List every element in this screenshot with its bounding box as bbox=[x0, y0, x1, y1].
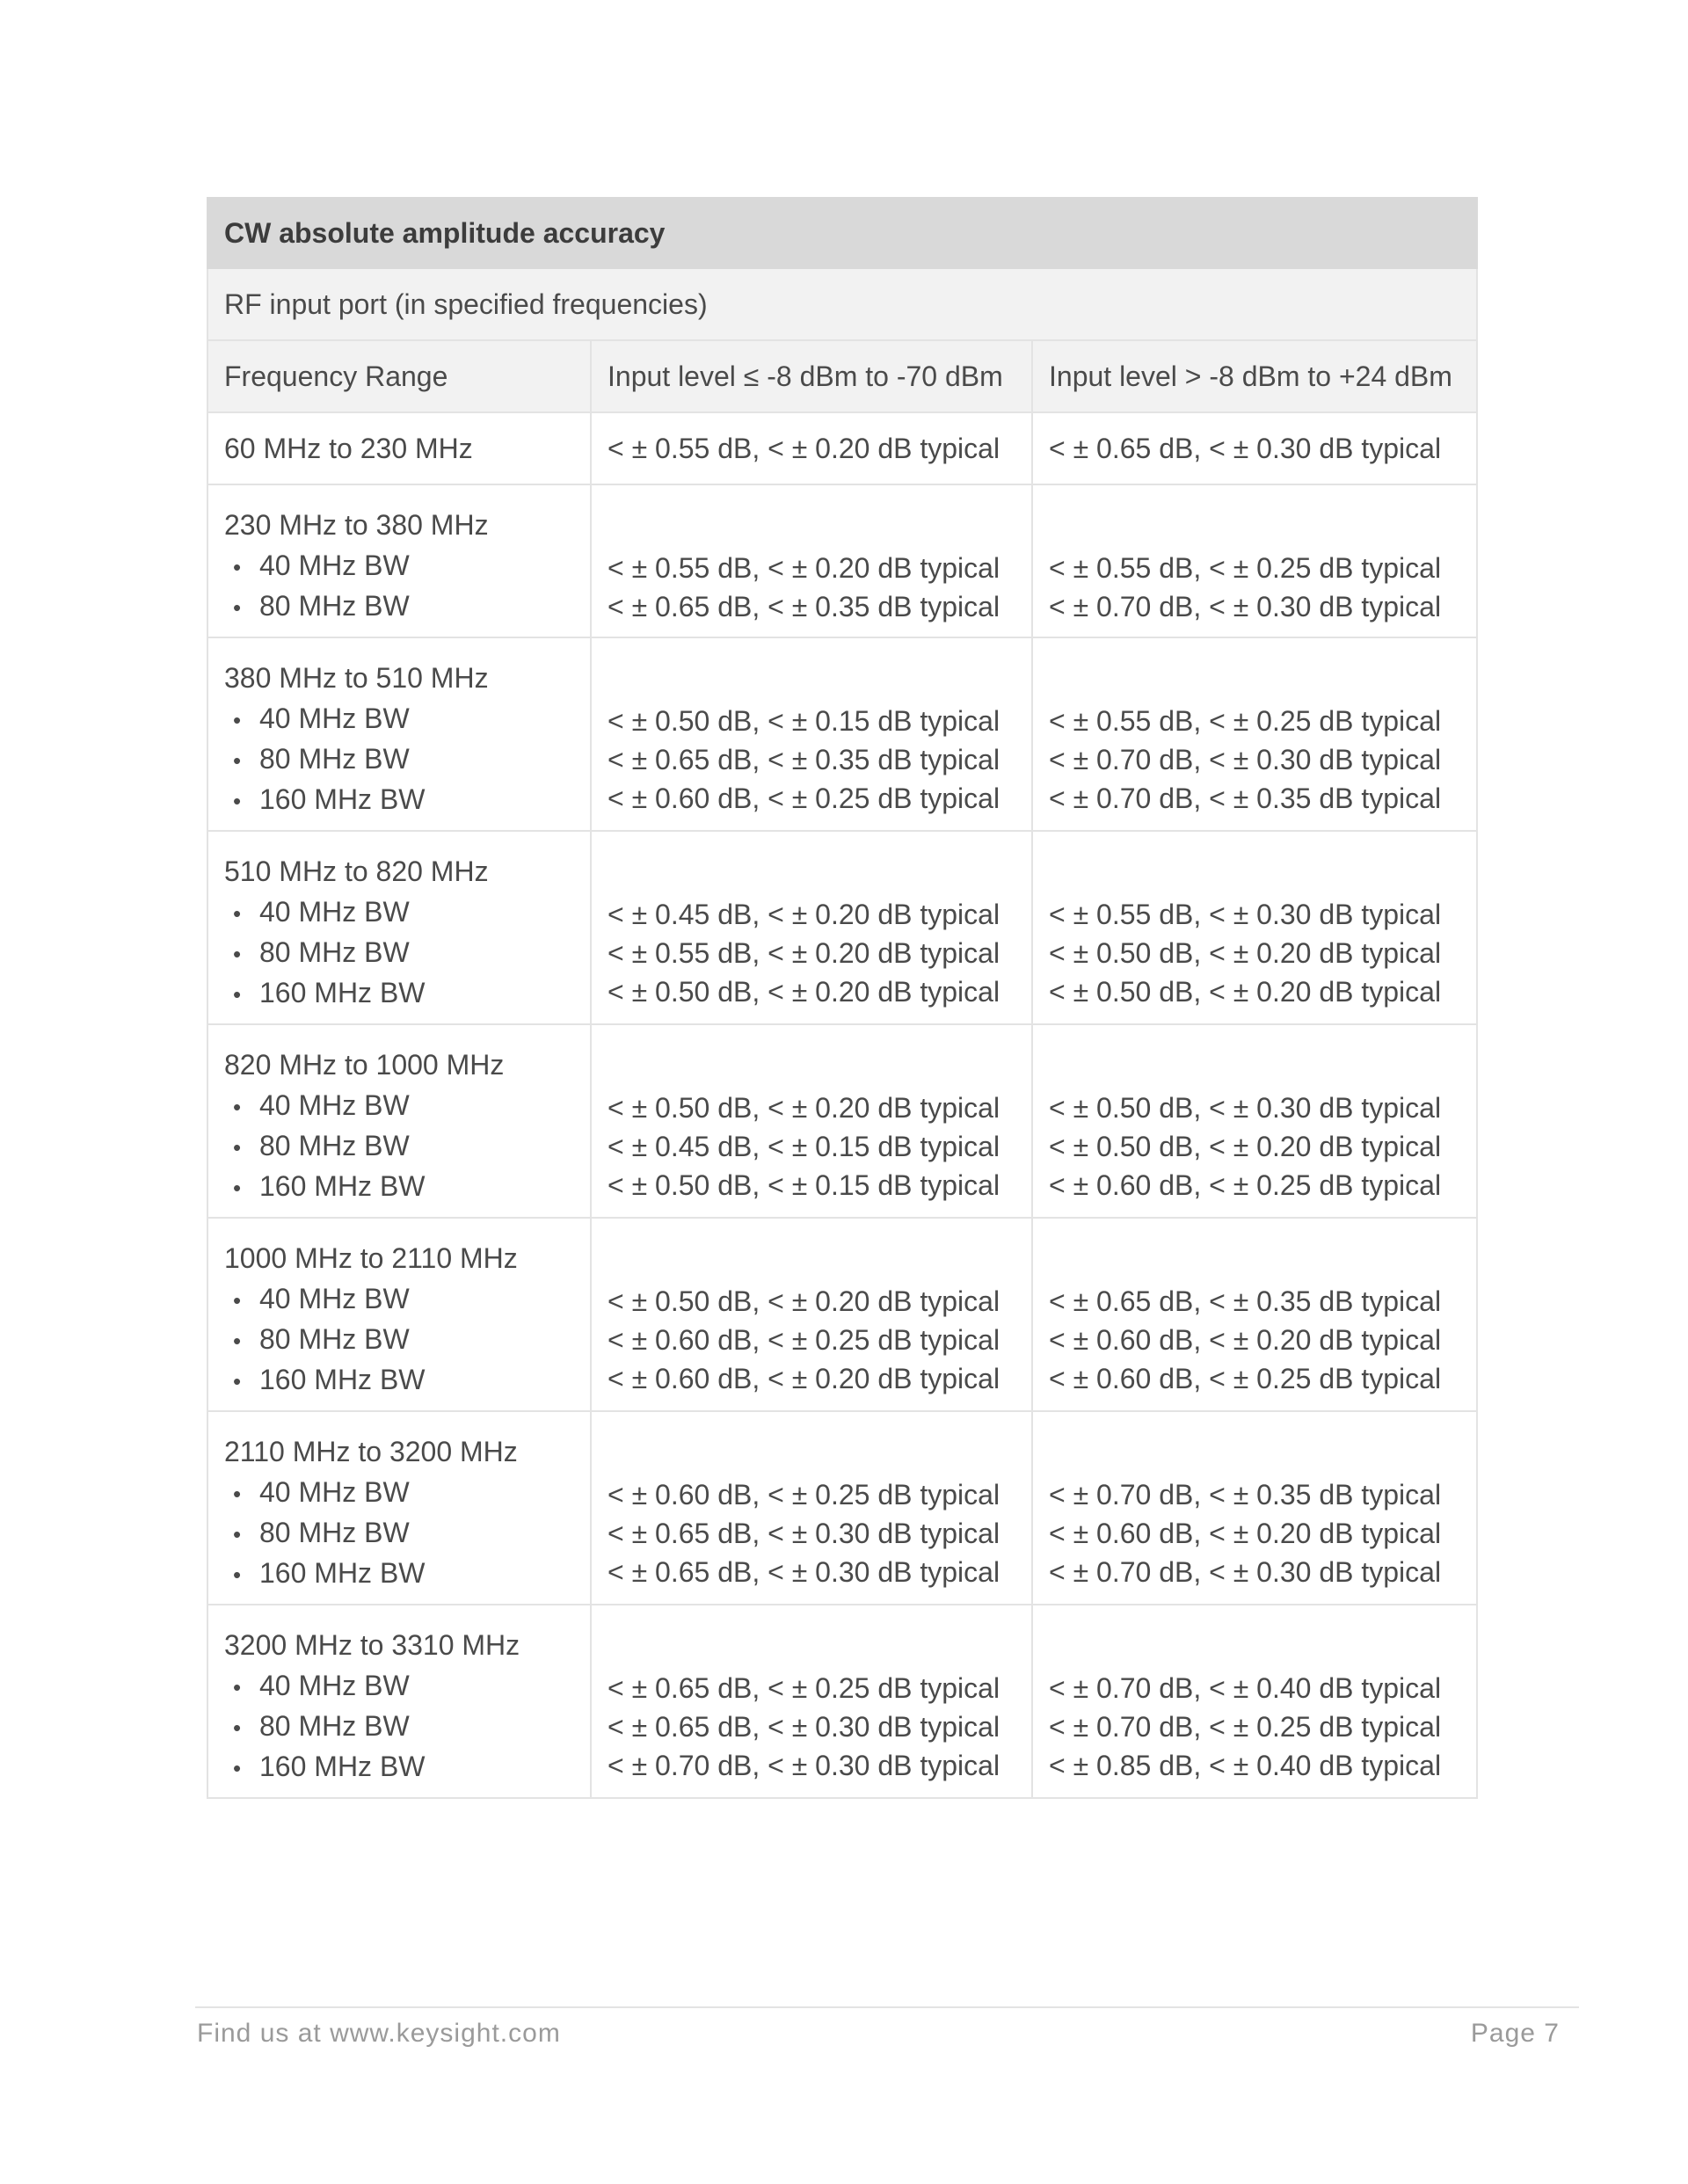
bandwidth-list-item bbox=[224, 1125, 574, 1166]
high-level-accuracy-value: < ± 0.50 dB, < ± 0.30 dB typical bbox=[1049, 1092, 1442, 1124]
bandwidth-list-item bbox=[224, 892, 574, 932]
frequency-range-label: 3200 MHz to 3310 MHz bbox=[224, 1629, 520, 1661]
low-level-accuracy-value: < ± 0.45 dB, < ± 0.20 dB typical bbox=[608, 899, 1000, 930]
bullet-icon: • bbox=[233, 1755, 242, 1781]
row-spacer bbox=[1049, 1238, 1460, 1278]
bandwidth-label: 80 MHz BW bbox=[259, 1130, 410, 1161]
high-level-accuracy-value: < ± 0.55 dB, < ± 0.25 dB typical bbox=[1049, 705, 1442, 737]
low-level-accuracy-cell bbox=[591, 637, 1032, 831]
bandwidth-label: 40 MHz BW bbox=[259, 1670, 410, 1701]
table-row-group bbox=[207, 1605, 1477, 1798]
row-spacer bbox=[1049, 1045, 1460, 1085]
frequency-range-cell bbox=[207, 1024, 591, 1218]
low-level-accuracy-value: < ± 0.65 dB, < ± 0.35 dB typical bbox=[608, 591, 1000, 622]
row-spacer bbox=[608, 1238, 1015, 1278]
low-level-accuracy-value: < ± 0.50 dB, < ± 0.20 dB typical bbox=[608, 1092, 1000, 1124]
high-level-accuracy-cell bbox=[1032, 1605, 1477, 1798]
bandwidth-label: 80 MHz BW bbox=[259, 1710, 410, 1742]
high-level-accuracy-cell: < ± 0.65 dB, < ± 0.30 dB typical bbox=[1032, 412, 1477, 484]
high-level-accuracy-value: < ± 0.50 dB, < ± 0.20 dB typical bbox=[1049, 1131, 1442, 1162]
bandwidth-list-item bbox=[224, 779, 574, 819]
bandwidth-label: 80 MHz BW bbox=[259, 590, 410, 622]
high-level-accuracy-value: < ± 0.60 dB, < ± 0.25 dB typical bbox=[1049, 1363, 1442, 1394]
bandwidth-list-item bbox=[224, 1746, 574, 1787]
bandwidth-list-item bbox=[224, 1359, 574, 1400]
bullet-icon: • bbox=[233, 1134, 242, 1161]
high-level-accuracy-cell bbox=[1032, 1411, 1477, 1605]
bandwidth-list-item bbox=[224, 1278, 574, 1319]
bandwidth-list-item bbox=[224, 1706, 574, 1746]
low-level-accuracy-cell bbox=[591, 831, 1032, 1024]
frequency-range-cell bbox=[207, 1411, 591, 1605]
low-level-accuracy-value: < ± 0.65 dB, < ± 0.25 dB typical bbox=[608, 1672, 1000, 1704]
high-level-accuracy-cell bbox=[1032, 831, 1477, 1024]
row-spacer bbox=[608, 1045, 1015, 1085]
frequency-range-cell: 60 MHz to 230 MHz bbox=[207, 412, 591, 484]
header-input-level-high: Input level > -8 dBm to +24 dBm bbox=[1032, 340, 1477, 412]
frequency-range-cell bbox=[207, 831, 591, 1024]
bandwidth-list-item bbox=[224, 1166, 574, 1206]
footer-website-text: Find us at www.keysight.com bbox=[197, 2019, 561, 2048]
low-level-accuracy-cell bbox=[591, 1218, 1032, 1411]
frequency-range-label: 2110 MHz to 3200 MHz bbox=[224, 1436, 518, 1467]
table-header-row bbox=[207, 340, 1477, 412]
bullet-icon: • bbox=[233, 594, 242, 621]
row-spacer bbox=[608, 505, 1015, 545]
frequency-range-cell bbox=[207, 1605, 591, 1798]
bandwidth-label: 40 MHz BW bbox=[259, 550, 410, 581]
bandwidth-list-item bbox=[224, 1553, 574, 1593]
low-level-accuracy-value: < ± 0.50 dB, < ± 0.15 dB typical bbox=[608, 1169, 1000, 1201]
bandwidth-list-item bbox=[224, 1085, 574, 1125]
bandwidth-list-item bbox=[224, 586, 574, 626]
high-level-accuracy-value: < ± 0.70 dB, < ± 0.30 dB typical bbox=[1049, 744, 1442, 775]
bandwidth-label: 40 MHz BW bbox=[259, 1476, 410, 1508]
high-level-accuracy-value: < ± 0.60 dB, < ± 0.20 dB typical bbox=[1049, 1518, 1442, 1549]
bandwidth-label: 160 MHz BW bbox=[259, 1170, 426, 1202]
row-spacer bbox=[608, 658, 1015, 698]
frequency-range-label: 820 MHz to 1000 MHz bbox=[224, 1049, 505, 1081]
low-level-accuracy-value: < ± 0.60 dB, < ± 0.25 dB typical bbox=[608, 1479, 1000, 1511]
bullet-icon: • bbox=[233, 1674, 242, 1700]
table-row-group bbox=[207, 637, 1477, 831]
high-level-accuracy-value: < ± 0.55 dB, < ± 0.25 dB typical bbox=[1049, 552, 1442, 584]
frequency-range-label: 230 MHz to 380 MHz bbox=[224, 509, 489, 541]
bullet-icon: • bbox=[233, 1287, 242, 1314]
high-level-accuracy-value: < ± 0.70 dB, < ± 0.30 dB typical bbox=[1049, 591, 1442, 622]
high-level-accuracy-value: < ± 0.70 dB, < ± 0.40 dB typical bbox=[1049, 1672, 1442, 1704]
bandwidth-list-item bbox=[224, 1665, 574, 1706]
low-level-accuracy-cell bbox=[591, 484, 1032, 637]
high-level-accuracy-value: < ± 0.70 dB, < ± 0.30 dB typical bbox=[1049, 1556, 1442, 1588]
bandwidth-label: 40 MHz BW bbox=[259, 1089, 410, 1121]
row-spacer bbox=[1049, 1431, 1460, 1472]
low-level-accuracy-cell bbox=[591, 1605, 1032, 1798]
bullet-icon: • bbox=[233, 1175, 242, 1201]
high-level-accuracy-value: < ± 0.85 dB, < ± 0.40 dB typical bbox=[1049, 1750, 1442, 1781]
bandwidth-label: 160 MHz BW bbox=[259, 1557, 426, 1589]
low-level-accuracy-value: < ± 0.50 dB, < ± 0.20 dB typical bbox=[608, 1285, 1000, 1317]
low-level-accuracy-cell bbox=[591, 1411, 1032, 1605]
table-title-row bbox=[207, 198, 1477, 268]
table-subtitle-row bbox=[207, 268, 1477, 340]
bullet-icon: • bbox=[233, 1094, 242, 1120]
bandwidth-label: 80 MHz BW bbox=[259, 743, 410, 775]
low-level-accuracy-value: < ± 0.45 dB, < ± 0.15 dB typical bbox=[608, 1131, 1000, 1162]
low-level-accuracy-value: < ± 0.50 dB, < ± 0.15 dB typical bbox=[608, 705, 1000, 737]
bandwidth-label: 80 MHz BW bbox=[259, 1323, 410, 1355]
high-level-accuracy-cell bbox=[1032, 637, 1477, 831]
high-level-accuracy-value: < ± 0.60 dB, < ± 0.25 dB typical bbox=[1049, 1169, 1442, 1201]
table-row-group bbox=[207, 1411, 1477, 1605]
frequency-range-cell bbox=[207, 1218, 591, 1411]
high-level-accuracy-value: < ± 0.50 dB, < ± 0.20 dB typical bbox=[1049, 976, 1442, 1008]
high-level-accuracy-value: < ± 0.70 dB, < ± 0.35 dB typical bbox=[1049, 783, 1442, 814]
table-subtitle: RF input port (in specified frequencies) bbox=[207, 268, 1477, 340]
frequency-range-label: 1000 MHz to 2110 MHz bbox=[224, 1242, 518, 1274]
bandwidth-list-item bbox=[224, 1319, 574, 1359]
high-level-accuracy-cell bbox=[1032, 484, 1477, 637]
bandwidth-label: 160 MHz BW bbox=[259, 1364, 426, 1395]
table-row-group bbox=[207, 484, 1477, 637]
low-level-accuracy-cell: < ± 0.55 dB, < ± 0.20 dB typical bbox=[591, 412, 1032, 484]
row-spacer bbox=[1049, 1625, 1460, 1665]
low-level-accuracy-value: < ± 0.65 dB, < ± 0.30 dB typical bbox=[608, 1556, 1000, 1588]
amplitude-accuracy-table bbox=[207, 197, 1478, 1799]
footer-page-number: Page 7 bbox=[1470, 2019, 1560, 2048]
high-level-accuracy-value: < ± 0.70 dB, < ± 0.25 dB typical bbox=[1049, 1711, 1442, 1743]
bullet-icon: • bbox=[233, 788, 242, 814]
high-level-accuracy-value: < ± 0.50 dB, < ± 0.20 dB typical bbox=[1049, 937, 1442, 969]
bandwidth-label: 160 MHz BW bbox=[259, 977, 426, 1008]
bullet-icon: • bbox=[233, 941, 242, 967]
table-title: CW absolute amplitude accuracy bbox=[207, 198, 1477, 268]
row-spacer bbox=[608, 1431, 1015, 1472]
bandwidth-list-item bbox=[224, 698, 574, 739]
bullet-icon: • bbox=[233, 1562, 242, 1588]
bullet-icon: • bbox=[233, 554, 242, 580]
bandwidth-list-item bbox=[224, 972, 574, 1013]
row-spacer bbox=[1049, 505, 1460, 545]
bandwidth-list-item bbox=[224, 1472, 574, 1512]
table-row-group bbox=[207, 1024, 1477, 1218]
bandwidth-label: 160 MHz BW bbox=[259, 1751, 426, 1782]
row-spacer bbox=[608, 851, 1015, 892]
bandwidth-list-item bbox=[224, 932, 574, 972]
bullet-icon: • bbox=[233, 1714, 242, 1741]
bandwidth-list-item bbox=[224, 545, 574, 586]
bandwidth-label: 40 MHz BW bbox=[259, 703, 410, 734]
high-level-accuracy-value: < ± 0.70 dB, < ± 0.35 dB typical bbox=[1049, 1479, 1442, 1511]
frequency-range-cell bbox=[207, 484, 591, 637]
low-level-accuracy-value: < ± 0.65 dB, < ± 0.30 dB typical bbox=[608, 1711, 1000, 1743]
low-level-accuracy-value: < ± 0.70 dB, < ± 0.30 dB typical bbox=[608, 1750, 1000, 1781]
low-level-accuracy-value: < ± 0.60 dB, < ± 0.25 dB typical bbox=[608, 783, 1000, 814]
high-level-accuracy-value: < ± 0.60 dB, < ± 0.20 dB typical bbox=[1049, 1324, 1442, 1356]
frequency-range-label: 380 MHz to 510 MHz bbox=[224, 662, 489, 694]
bandwidth-label: 80 MHz BW bbox=[259, 1517, 410, 1548]
high-level-accuracy-cell bbox=[1032, 1024, 1477, 1218]
bandwidth-label: 160 MHz BW bbox=[259, 783, 426, 815]
low-level-accuracy-value: < ± 0.60 dB, < ± 0.20 dB typical bbox=[608, 1363, 1000, 1394]
footer-divider bbox=[195, 2006, 1579, 2008]
bullet-icon: • bbox=[233, 1481, 242, 1507]
bandwidth-label: 80 MHz BW bbox=[259, 936, 410, 968]
low-level-accuracy-cell bbox=[591, 1024, 1032, 1218]
high-level-accuracy-cell bbox=[1032, 1218, 1477, 1411]
row-spacer bbox=[1049, 658, 1460, 698]
bullet-icon: • bbox=[233, 1328, 242, 1354]
bandwidth-label: 40 MHz BW bbox=[259, 896, 410, 928]
low-level-accuracy-value: < ± 0.60 dB, < ± 0.25 dB typical bbox=[608, 1324, 1000, 1356]
row-spacer bbox=[608, 1625, 1015, 1665]
bandwidth-label: 40 MHz BW bbox=[259, 1283, 410, 1314]
bullet-icon: • bbox=[233, 707, 242, 733]
row-spacer bbox=[1049, 851, 1460, 892]
bullet-icon: • bbox=[233, 1521, 242, 1547]
table-row-group bbox=[207, 831, 1477, 1024]
low-level-accuracy-value: < ± 0.50 dB, < ± 0.20 dB typical bbox=[608, 976, 1000, 1008]
bullet-icon: • bbox=[233, 900, 242, 927]
high-level-accuracy-value: < ± 0.55 dB, < ± 0.30 dB typical bbox=[1049, 899, 1442, 930]
bullet-icon: • bbox=[233, 747, 242, 774]
bullet-icon: • bbox=[233, 981, 242, 1008]
low-level-accuracy-value: < ± 0.55 dB, < ± 0.20 dB typical bbox=[608, 937, 1000, 969]
frequency-range-label: 510 MHz to 820 MHz bbox=[224, 855, 489, 887]
header-frequency-range: Frequency Range bbox=[207, 340, 591, 412]
low-level-accuracy-value: < ± 0.55 dB, < ± 0.20 dB typical bbox=[608, 552, 1000, 584]
bullet-icon: • bbox=[233, 1368, 242, 1394]
table-row-group bbox=[207, 1218, 1477, 1411]
header-input-level-low: Input level ≤ -8 dBm to -70 dBm bbox=[591, 340, 1032, 412]
high-level-accuracy-value: < ± 0.65 dB, < ± 0.35 dB typical bbox=[1049, 1285, 1442, 1317]
table-row bbox=[207, 412, 1477, 484]
frequency-range-cell bbox=[207, 637, 591, 831]
low-level-accuracy-value: < ± 0.65 dB, < ± 0.30 dB typical bbox=[608, 1518, 1000, 1549]
bandwidth-list-item bbox=[224, 739, 574, 779]
low-level-accuracy-value: < ± 0.65 dB, < ± 0.35 dB typical bbox=[608, 744, 1000, 775]
bandwidth-list-item bbox=[224, 1512, 574, 1553]
